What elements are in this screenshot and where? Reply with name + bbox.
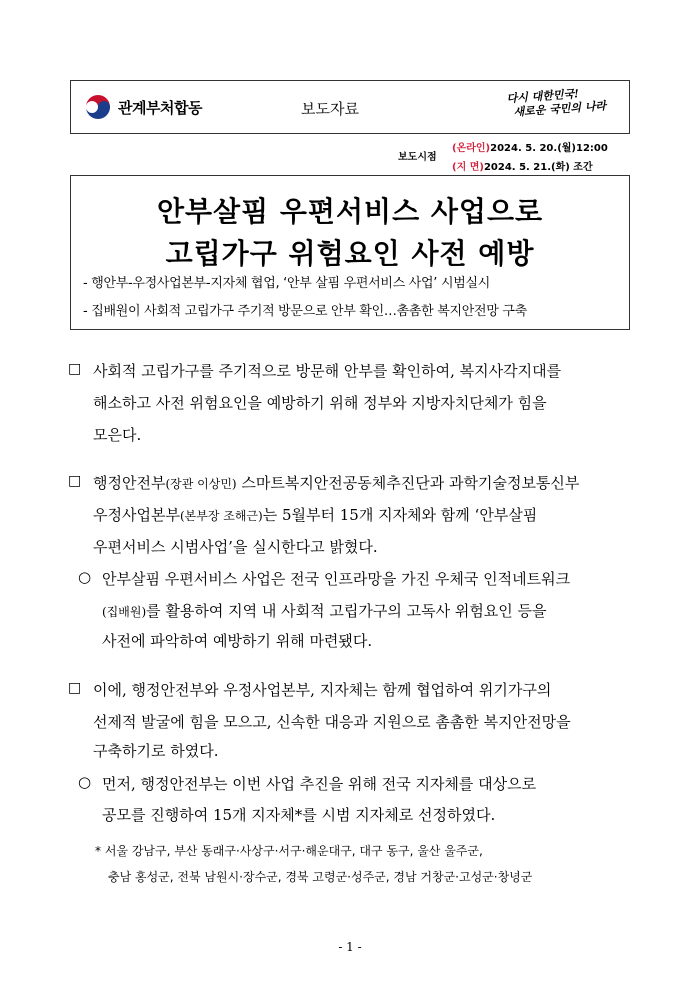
title-box bbox=[70, 175, 630, 330]
footnote-line2: 충남 홍성군, 전북 남원시·장수군, 경북 고령군·성주군, 경남 거창군·고성군·창녕군 bbox=[108, 870, 533, 884]
paragraph3-line1: 이에, 행정안전부와 우정사업본부, 지자체는 함께 협업하여 위기가구의 bbox=[93, 681, 552, 699]
paragraph2-line2-a: 우정사업본부 bbox=[93, 506, 180, 524]
paragraph2-bullet: □ bbox=[68, 473, 82, 489]
paragraph3-line2: 선제적 발굴에 힘을 모으고, 신속한 대응과 지원으로 촘촘한 복지안전망을 bbox=[93, 713, 571, 731]
paragraph2-line1-a: 행정안전부 bbox=[93, 474, 166, 492]
circle1-bullet: ○ bbox=[78, 568, 92, 586]
release-paper-row bbox=[452, 158, 593, 173]
paragraph2-line2-b: 는 5월부터 15개 지자체와 함께 ‘안부살핌 bbox=[262, 506, 538, 524]
document-type: 보도자료 bbox=[301, 100, 359, 118]
paragraph1-line1: 사회적 고립가구를 주기적으로 방문해 안부를 확인하여, 복지사각지대를 bbox=[93, 362, 562, 380]
release-online-time: 2024. 5. 20.(월)12:00 bbox=[490, 143, 608, 154]
headline-line2: 고립가구 위험요인 사전 예방 bbox=[165, 237, 535, 270]
paragraph2-line1-small: (장관 이상민) bbox=[165, 477, 237, 491]
paragraph2-line1-b: 스마트복지안전공동체추진단과 과학기술정보통신부 bbox=[236, 474, 580, 492]
paragraph2-line1 bbox=[93, 472, 579, 493]
header-box bbox=[70, 80, 630, 134]
release-online-row bbox=[452, 139, 608, 154]
circle2-line2: 공모를 진행하여 15개 지자체*를 시범 지자체로 선정하였다. bbox=[102, 806, 496, 824]
slogan-line1: 다시 대한민국! bbox=[506, 87, 580, 106]
subheadline-1: - 행안부-우정사업본부-지자체 협업, ‘안부 살핌 우편서비스 사업’ 시범실시 bbox=[83, 276, 490, 291]
government-emblem-icon bbox=[85, 94, 111, 120]
paragraph1-line2: 해소하고 사전 위험요인을 예방하기 위해 정부와 지방자치단체가 힘을 bbox=[93, 394, 547, 412]
paragraph3-line3: 구축하기로 하였다. bbox=[93, 742, 219, 760]
circle1-line1: 안부살핌 우편서비스 사업은 전국 인프라망을 가진 우체국 인적네트워크 bbox=[102, 570, 571, 588]
release-paper-time: 2024. 5. 21.(화) 조간 bbox=[483, 162, 593, 173]
circle1-line2 bbox=[102, 600, 547, 621]
paragraph1-bullet: □ bbox=[68, 361, 82, 377]
subheadline-2: - 집배원이 사회적 고립가구 주기적 방문으로 안부 확인…촘촘한 복지안전망 구축 bbox=[83, 304, 527, 319]
circle2-line1: 먼저, 행정안전부는 이번 사업 추진을 위해 전국 지자체를 대상으로 bbox=[102, 775, 537, 793]
paragraph2-line2 bbox=[93, 504, 537, 525]
circle1-line3: 사전에 파악하여 예방하기 위해 마련됐다. bbox=[102, 632, 373, 650]
paragraph2-line2-small: (본부장 조해근) bbox=[179, 509, 263, 523]
paragraph3-bullet: □ bbox=[68, 680, 82, 696]
paragraph1-line3: 모은다. bbox=[93, 426, 142, 444]
slogan-logo bbox=[506, 84, 628, 120]
circle1-line2-small: (집배원) bbox=[102, 605, 147, 619]
headline-line1: 안부살핌 우편서비스 사업으로 bbox=[156, 195, 544, 228]
ministry-name: 관계부처합동 bbox=[118, 99, 202, 117]
slogan-line2: 새로운 국민의 나라 bbox=[513, 99, 607, 119]
circle1-line2-b: 를 활용하여 지역 내 사회적 고립가구의 고독사 위험요인 등을 bbox=[146, 602, 547, 620]
release-online-tag: (온라인) bbox=[452, 143, 491, 154]
footnote-line1: * 서울 강남구, 부산 동래구·사상구·서구·해운대구, 대구 동구, 울산 울주군, bbox=[95, 844, 483, 858]
paragraph2-line3: 우편서비스 시범사업’을 실시한다고 밝혔다. bbox=[93, 538, 378, 556]
release-paper-tag: (지 면) bbox=[452, 162, 484, 173]
release-label: 보도시점 bbox=[398, 152, 437, 163]
circle2-bullet: ○ bbox=[78, 773, 92, 791]
page-number: - 1 - bbox=[338, 940, 362, 954]
